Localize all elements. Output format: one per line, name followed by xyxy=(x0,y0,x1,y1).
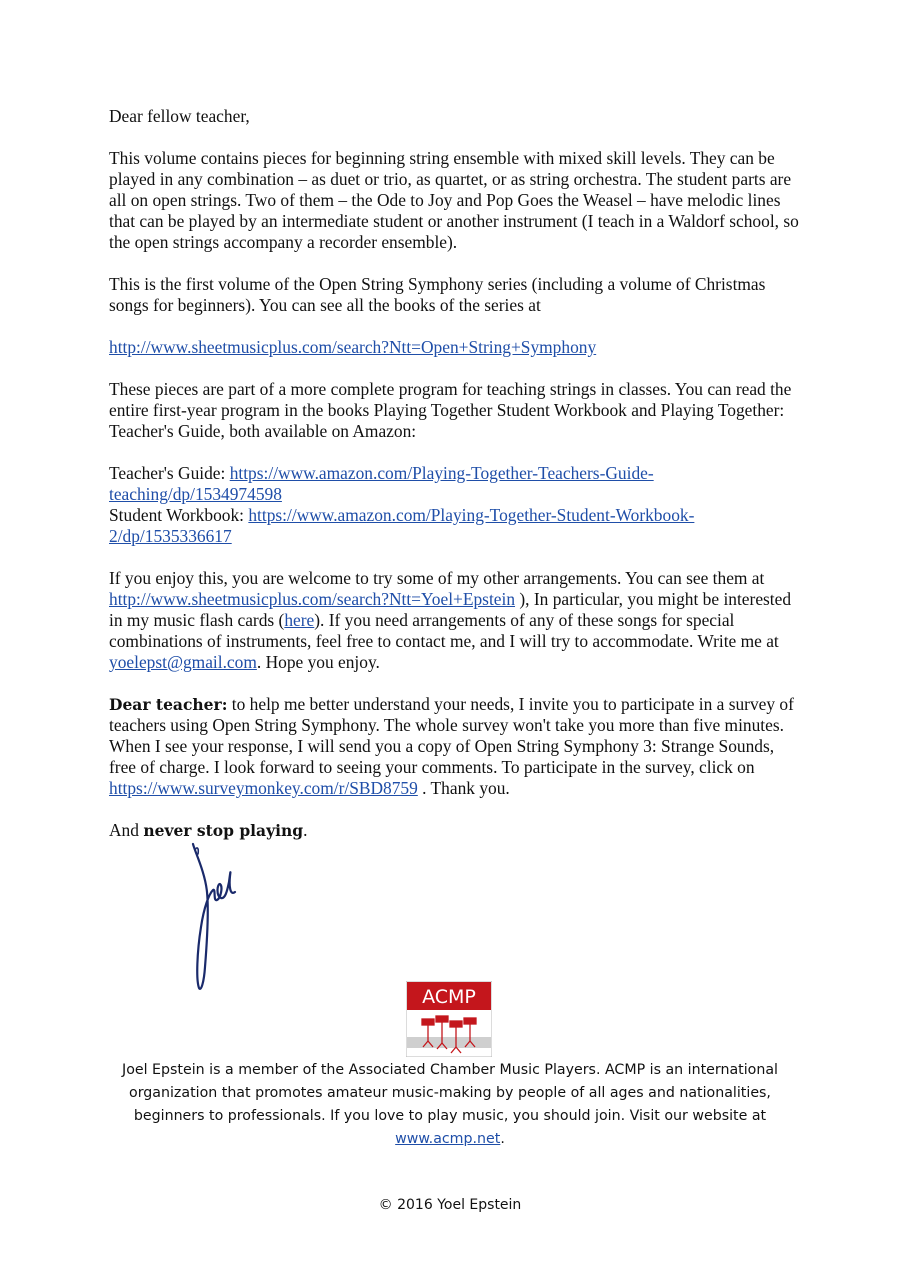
survey-paragraph xyxy=(109,694,799,799)
arrangements-text-4: . Hope you enjoy. xyxy=(256,652,380,672)
flash-cards-link[interactable]: here xyxy=(284,610,315,630)
closing-period: . xyxy=(303,820,308,840)
survey-text-2: . Thank you. xyxy=(417,778,510,798)
arrangements-text-1: If you enjoy this, you are welcome to try some of my other arrangements. You can see them at xyxy=(109,568,765,588)
copyright: © 2016 Yoel Epstein xyxy=(378,1197,522,1213)
arrangements-paragraph xyxy=(109,568,799,673)
arrangements-text-3: ). If you need arrangements of any of these songs for special combinations of instruments, feel free to contact me, and I will try to accommodate. Write me at xyxy=(109,610,779,651)
never-stop-playing: never stop playing xyxy=(143,821,304,840)
arrangements-text-2: ), In particular, you might be interested in my music flash cards ( xyxy=(109,589,792,630)
series-link[interactable]: http://www.sheetmusicplus.com/search?Ntt=Open+String+Symphony xyxy=(109,337,597,357)
closing-line xyxy=(109,820,799,841)
teachers-guide-line xyxy=(109,463,799,505)
program-paragraph: These pieces are part of a more complete program for teaching strings in classes. You can read the entire first-year program in the books Playing Together Student Workbook and Playing Together: Teacher's Guide, both available on Amazon: xyxy=(109,379,792,441)
salutation: Dear fellow teacher, xyxy=(109,106,250,126)
acmp-note-end: . xyxy=(500,1131,505,1147)
teachers-guide-link[interactable]: https://www.amazon.com/Playing-Together-Teachers-Guide-teaching/dp/1534974598 xyxy=(109,463,654,504)
closing-text: And xyxy=(109,820,144,840)
acmp-logo-text: ACMP xyxy=(422,986,476,1008)
acmp-note xyxy=(100,1059,800,1151)
series-link-paragraph xyxy=(109,337,799,358)
acmp-note-text: Joel Epstein is a member of the Associated Chamber Music Players. ACMP is an international organization that promotes amateur music-making by people of all ages and nationalities, beginners to professionals. If you love to play music, you should join. Visit our website at xyxy=(122,1062,778,1124)
survey-text-1: to help me better understand your needs, I invite you to participate in a survey of teachers using Open String Symphony. The whole survey won't take you more than five minutes. When I see your response, I will send you a copy of Open String Symphony 3: Strange Sounds, free of charge. I look forward to seeing your comments. To participate in the survey, click on xyxy=(109,694,794,777)
student-workbook-label: Student Workbook: xyxy=(109,505,249,525)
signature-image xyxy=(183,842,243,994)
acmp-logo xyxy=(406,981,492,1057)
letter-body xyxy=(109,106,799,862)
arrangements-link[interactable]: http://www.sheetmusicplus.com/search?Ntt=Yoel+Epstein xyxy=(109,589,516,609)
student-workbook-link[interactable]: https://www.amazon.com/Playing-Together-Student-Workbook-2/dp/1535336617 xyxy=(109,505,695,546)
email-link[interactable]: yoelepst@gmail.com xyxy=(109,652,257,672)
student-workbook-line xyxy=(109,505,799,547)
acmp-link[interactable]: www.acmp.net xyxy=(395,1131,501,1147)
survey-link[interactable]: https://www.surveymonkey.com/r/SBD8759 xyxy=(109,778,418,798)
intro-paragraph: This volume contains pieces for beginning string ensemble with mixed skill levels. They can be played in any combination – as duet or trio, as quartet, or as string orchestra. The student parts are all on open strings. Two of them – the Ode to Joy and Pop Goes the Weasel – have melodic lines that can be played by an intermediate student or another instrument (I teach in a Waldorf school, so the open strings accompany a recorder ensemble). xyxy=(109,148,799,252)
series-paragraph: This is the first volume of the Open String Symphony series (including a volume of Christmas songs for beginners). You can see all the books of the series at xyxy=(109,274,766,315)
teachers-guide-label: Teacher's Guide: xyxy=(109,463,230,483)
dear-teacher-bold: Dear teacher: xyxy=(109,695,228,714)
